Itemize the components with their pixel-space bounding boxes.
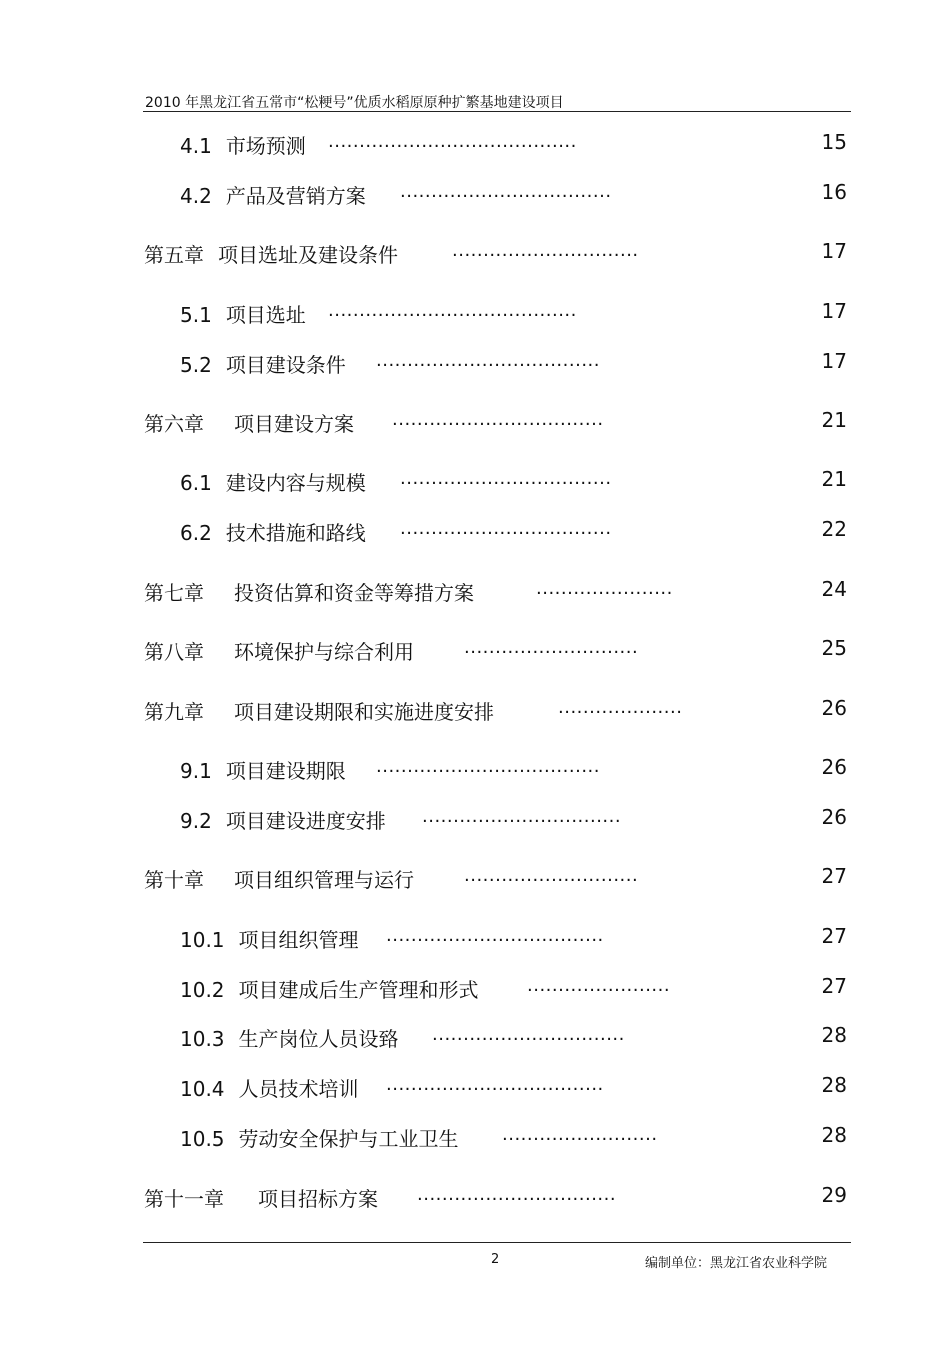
toc-number: 10.4 (180, 1077, 225, 1101)
toc-page-number: 27 (821, 864, 847, 888)
toc-leader: ......................... (502, 1124, 658, 1145)
toc-title: 项目选址 (225, 303, 306, 327)
toc-title: 市场预测 (225, 134, 306, 158)
toc-entry[interactable] (180, 1073, 604, 1103)
toc-page-number: 17 (821, 299, 847, 323)
toc-leader: .................................. (400, 181, 612, 202)
toc-number: 第十章 (144, 868, 204, 892)
toc-number: 6.2 (180, 521, 212, 545)
toc-title: 生产岗位人员设臵 (238, 1027, 399, 1051)
toc-leader: .................................. (400, 518, 612, 539)
toc-number: 5.2 (180, 353, 212, 377)
toc-page-number: 27 (821, 924, 847, 948)
toc-page-number: 25 (821, 636, 847, 660)
toc-title: 项目建设进度安排 (225, 809, 386, 833)
toc-title: 项目组织管理与运行 (234, 868, 414, 892)
toc-entry[interactable] (180, 349, 600, 379)
toc-leader: ................................... (386, 925, 604, 946)
toc-title: 项目建设期限 (225, 759, 346, 783)
toc-page-number: 26 (821, 755, 847, 779)
toc-page-number: 15 (821, 130, 847, 154)
toc-entry[interactable] (180, 755, 600, 785)
toc-leader: ............................ (464, 865, 639, 886)
toc-page-number: 28 (821, 1023, 847, 1047)
toc-entry[interactable] (180, 1023, 625, 1053)
toc-entry[interactable] (180, 1123, 658, 1153)
toc-title: 环境保护与综合利用 (234, 640, 414, 664)
toc-entry[interactable] (144, 408, 604, 438)
toc-title: 项目建成后生产管理和形式 (238, 978, 479, 1002)
toc-leader: .................................... (376, 756, 600, 777)
header-rule (143, 111, 851, 112)
toc-page-number: 27 (821, 974, 847, 998)
footer-page-number: 2 (491, 1252, 500, 1267)
toc-leader: .................................... (376, 350, 600, 371)
toc-leader: ....................... (527, 975, 671, 996)
toc-number: 第七章 (144, 581, 204, 605)
toc-entry[interactable] (144, 239, 639, 269)
toc-title: 建设内容与规模 (225, 471, 366, 495)
toc-page-number: 21 (821, 408, 847, 432)
toc-title: 劳动安全保护与工业卫生 (238, 1127, 459, 1151)
toc-entry[interactable] (144, 577, 673, 607)
toc-leader: .................... (558, 697, 683, 718)
toc-number: 第五章 (144, 243, 204, 267)
toc-leader: .............................. (452, 240, 639, 261)
toc-leader: .................................. (392, 409, 604, 430)
toc-entry[interactable] (180, 467, 612, 497)
toc-title: 人员技术培训 (238, 1077, 359, 1101)
toc-page-number: 29 (821, 1183, 847, 1207)
toc-entry[interactable] (180, 974, 671, 1004)
toc-entry[interactable] (144, 1183, 617, 1213)
running-header: 2010 年黑龙江省五常市“松粳号”优质水稻原原种扩繁基地建设项目 (145, 95, 564, 111)
footer-organization: 编制单位：黑龙江省农业科学院 (645, 1256, 828, 1271)
toc-number: 10.5 (180, 1127, 225, 1151)
toc-number: 第十一章 (144, 1187, 224, 1211)
toc-page-number: 22 (821, 517, 847, 541)
toc-entry[interactable] (180, 924, 604, 954)
toc-title: 项目建设方案 (234, 412, 354, 436)
toc-entry[interactable] (144, 864, 639, 894)
toc-page-number: 26 (821, 805, 847, 829)
toc-number: 6.1 (180, 471, 212, 495)
toc-leader: ................................ (422, 806, 622, 827)
toc-number: 4.1 (180, 134, 212, 158)
toc-title: 产品及营销方案 (225, 184, 366, 208)
toc-page-number: 17 (821, 349, 847, 373)
toc-page-number: 21 (821, 467, 847, 491)
toc-title: 技术措施和路线 (225, 521, 366, 545)
toc-number: 第六章 (144, 412, 204, 436)
toc-number: 5.1 (180, 303, 212, 327)
toc-title: 项目招标方案 (258, 1187, 378, 1211)
toc-number: 9.2 (180, 809, 212, 833)
toc-entry[interactable] (180, 805, 622, 835)
footer-rule (143, 1242, 851, 1243)
toc-title: 投资估算和资金等筹措方案 (234, 581, 474, 605)
toc-leader: .................................. (400, 468, 612, 489)
toc-page-number: 26 (821, 696, 847, 720)
toc-number: 第八章 (144, 640, 204, 664)
toc-page-number: 17 (821, 239, 847, 263)
toc-page-number: 24 (821, 577, 847, 601)
toc-entry[interactable] (180, 180, 612, 210)
toc-title: 项目建设条件 (225, 353, 346, 377)
toc-page-number: 28 (821, 1123, 847, 1147)
toc-leader: ...................... (536, 578, 673, 599)
toc-leader: ........................................ (328, 131, 577, 152)
toc-leader: ................................... (386, 1074, 604, 1095)
toc-number: 10.3 (180, 1027, 225, 1051)
toc-number: 第九章 (144, 700, 204, 724)
toc-leader: ........................................ (328, 300, 577, 321)
toc-entry[interactable] (180, 517, 612, 547)
toc-number: 10.1 (180, 928, 225, 952)
toc-leader: ................................ (417, 1184, 617, 1205)
toc-page-number: 28 (821, 1073, 847, 1097)
toc-number: 9.1 (180, 759, 212, 783)
toc-entry[interactable] (144, 636, 639, 666)
toc-number: 10.2 (180, 978, 225, 1002)
toc-entry[interactable] (180, 299, 577, 329)
toc-number: 4.2 (180, 184, 212, 208)
toc-entry[interactable] (144, 696, 683, 726)
toc-title: 项目建设期限和实施进度安排 (234, 700, 494, 724)
toc-title: 项目组织管理 (238, 928, 359, 952)
toc-entry[interactable] (180, 130, 577, 160)
toc-leader: ............................... (432, 1024, 625, 1045)
toc-title: 项目选址及建设条件 (218, 243, 398, 267)
toc-page-number: 16 (821, 180, 847, 204)
toc-leader: ............................ (464, 637, 639, 658)
